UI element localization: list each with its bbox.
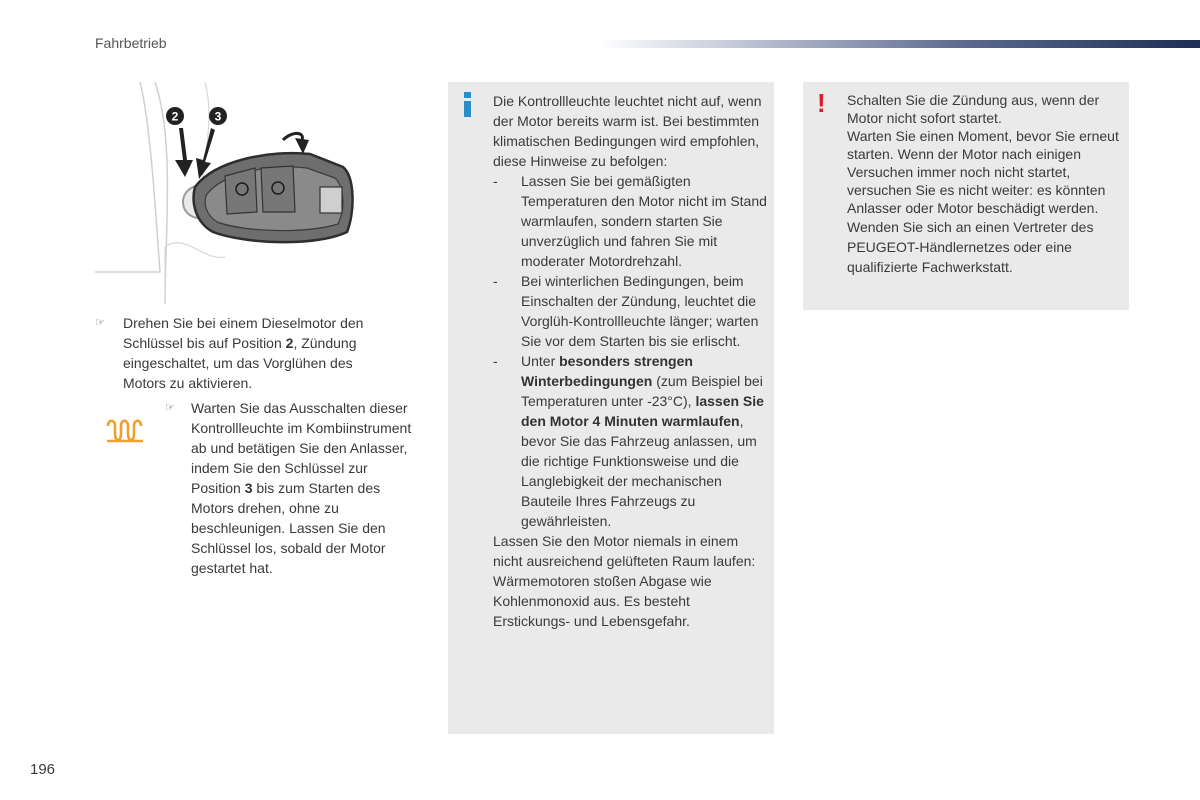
section-title: Fahrbetrieb <box>95 35 167 51</box>
list-item: - Lassen Sie bei gemäßigten Temperaturen den Motor nicht im Stand warmlaufen, sondern starten Sie unverzüglich und fahren Sie mit moderater Motordrehzahl. <box>493 173 767 269</box>
page-number: 196 <box>30 761 56 778</box>
bullet-hand-icon: ☞ <box>95 317 105 329</box>
preheating-coil-icon <box>105 418 145 444</box>
instruction-text: Warten Sie das Ausschalten dieser Kontrollleuchte im Kombiinstrument ab und betätigen Sie den Anlasser, indem Sie den Schlüssel zur Position 3 bis zum Starten des Motors drehen, ohne zu beschleunigen. Lassen Sie den Schlüssel los, sobald der Motor gestartet hat. <box>191 400 412 576</box>
position-3-label: 3 <box>214 109 222 124</box>
list-item: - Bei winterlichen Bedingungen, beim Einschalten der Zündung, leuchtet die Vorglüh-Kontrollleuchte länger; warten Sie vor dem Starten bis sie erlischt. <box>493 273 759 349</box>
list-item: - Unter besonders strengen Winterbedingungen (zum Beispiel bei Temperaturen unter -23°C), lassen Sie den Motor 4 Minuten warmlaufen, bevor Sie das Fahrzeug anlassen, um die richtige Funktionsweise und die Langlebigkeit der mechanischen Bauteile Ihres Fahrzeugs zu gewährleisten. <box>493 353 764 529</box>
warning-panel <box>803 82 1129 310</box>
info-panel <box>448 82 774 734</box>
warning-line-3: Wenden Sie sich an einen Vertreter des PEUGEOT-Händlernetzes oder eine qualifizierte Fachwerkstatt. <box>847 219 1094 275</box>
warning-exclamation-icon: ! <box>817 88 826 118</box>
warning-panel-text <box>847 91 1125 277</box>
diesel-preheat-instruction <box>95 313 395 393</box>
info-icon <box>462 92 474 118</box>
warning-line-2: Warten Sie einen Moment, bevor Sie erneut starten. Wenn der Motor nach einigen Versuchen immer noch nicht startet, versuchen Sie es nicht weiter: es könnten Anlasser oder Motor beschädigt werden. <box>847 128 1119 216</box>
info-panel-text <box>493 91 769 631</box>
position-2-label: 2 <box>171 109 179 124</box>
warning-line-1: Schalten Sie die Zündung aus, wenn der Motor nicht sofort startet. <box>847 92 1100 126</box>
info-closing: Lassen Sie den Motor niemals in einem nicht ausreichend gelüfteten Raum laufen: Wärmemotoren stoßen Abgase wie Kohlenmonoxid aus. Es besteht Erstickungs- und Lebensgefahr. <box>493 533 756 629</box>
starter-instruction <box>165 398 415 578</box>
info-intro: Die Kontrollleuchte leuchtet nicht auf, wenn der Motor bereits warm ist. Bei bestimmten klimatischen Bedingungen wird empfohlen, diese Hinweise zu befolgen: <box>493 93 762 169</box>
instruction-text: Drehen Sie bei einem Dieselmotor den Schlüssel bis auf Position 2, Zündung eingeschaltet, um das Vorglühen des Motors zu aktivieren. <box>123 315 364 391</box>
car-key-remote-icon <box>95 82 420 304</box>
header-gradient-bar <box>600 40 1200 48</box>
bullet-hand-icon: ☞ <box>165 402 175 414</box>
